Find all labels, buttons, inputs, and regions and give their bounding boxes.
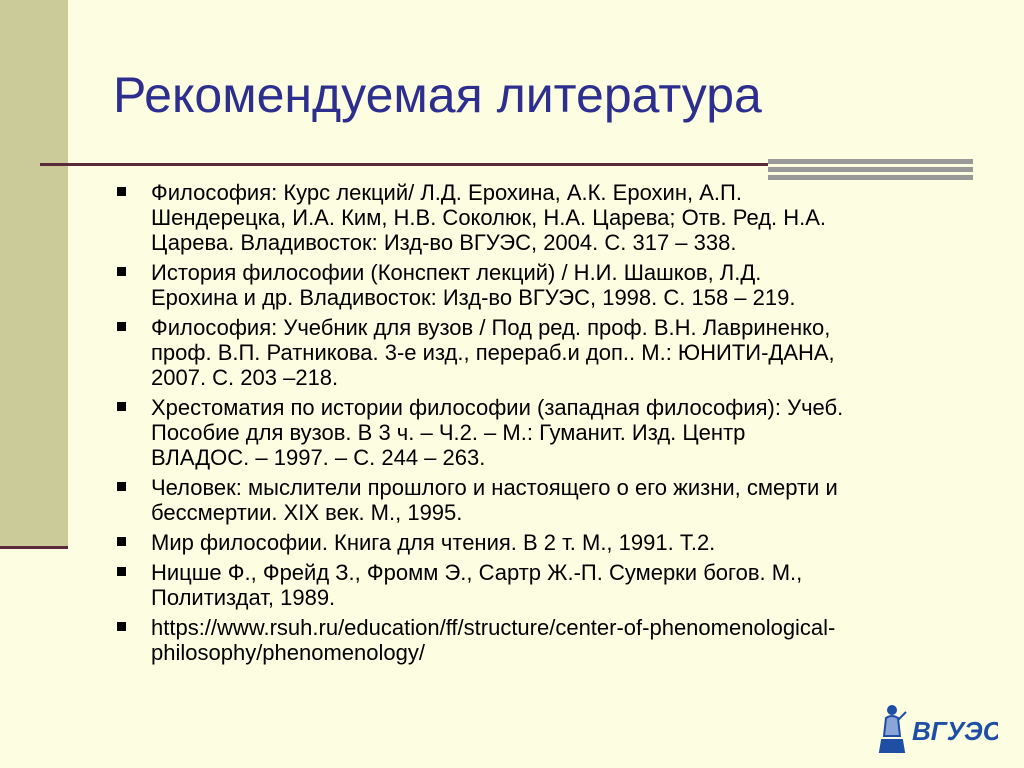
list-item: [110, 395, 990, 470]
university-logo: [878, 700, 998, 756]
decor-bar: [768, 159, 973, 164]
bullet-icon: [117, 267, 126, 276]
decor-bar: [768, 167, 973, 172]
literature-list-container: [110, 180, 990, 670]
literature-list: [110, 180, 990, 665]
list-item: [110, 560, 990, 610]
bullet-icon: [117, 567, 126, 576]
list-item-text: История философии (Конспект лекций) / Н.И. Шашков, Л.Д. Ерохина и др. Владивосток: Изд-во ВГУЭС, 1998. С. 158 – 219.: [151, 260, 796, 310]
list-item-text: Человек: мыслители прошлого и настоящего о его жизни, смерти и бессмертии. XIX век. М., 1995.: [151, 475, 838, 525]
list-item: [110, 180, 990, 255]
list-item: [110, 475, 990, 525]
bullet-icon: [117, 402, 126, 411]
list-item: [110, 615, 990, 665]
bullet-icon: [117, 322, 126, 331]
slide-title: Рекомендуемая литература: [113, 67, 762, 123]
list-item-text: Хрестоматия по истории философии (западная философия): Учеб. Пособие для вузов. В 3 ч. – Ч.2. – М.: Гуманит. Изд. Центр ВЛАДОС. – 1997. – С. 244 – 263.: [151, 395, 844, 470]
list-item-text: Философия: Курс лекций/ Л.Д. Ерохина, А.К. Ерохин, А.П. Шендерецка, И.А. Ким, Н.В. Соколюк, Н.А. Царева; Отв. Ред. Н.А. Царева. Владивосток: Изд-во ВГУЭС, 2004. С. 317 – 338.: [151, 180, 827, 255]
list-item-text: Философия: Учебник для вузов / Под ред. проф. В.Н. Лавриненко, проф. В.П. Ратникова. 3-е изд., перераб.и доп.. М.: ЮНИТИ-ДАНА, 2007. С. 203 –218.: [151, 315, 835, 390]
logo-text: ВГУЭС: [912, 716, 998, 746]
list-item: [110, 315, 990, 390]
title-rule: [40, 163, 768, 166]
bullet-icon: [117, 187, 126, 196]
bullet-icon: [117, 482, 126, 491]
bullet-icon: [117, 537, 126, 546]
list-item: [110, 530, 990, 555]
list-item-text: https://www.rsuh.ru/education/ff/structure/center-of-phenomenological- philosophy/phenomenology/: [151, 615, 836, 665]
left-decor-band: [0, 0, 68, 548]
list-item: [110, 260, 990, 310]
left-band-divider: [0, 546, 68, 549]
bullet-icon: [117, 622, 126, 631]
list-item-text: Ницше Ф., Фрейд З., Фромм Э., Сартр Ж.-П. Сумерки богов. М., Политиздат, 1989.: [151, 560, 803, 610]
university-emblem-icon: [878, 700, 998, 756]
list-item-text: Мир философии. Книга для чтения. В 2 т. М., 1991. Т.2.: [151, 530, 716, 555]
